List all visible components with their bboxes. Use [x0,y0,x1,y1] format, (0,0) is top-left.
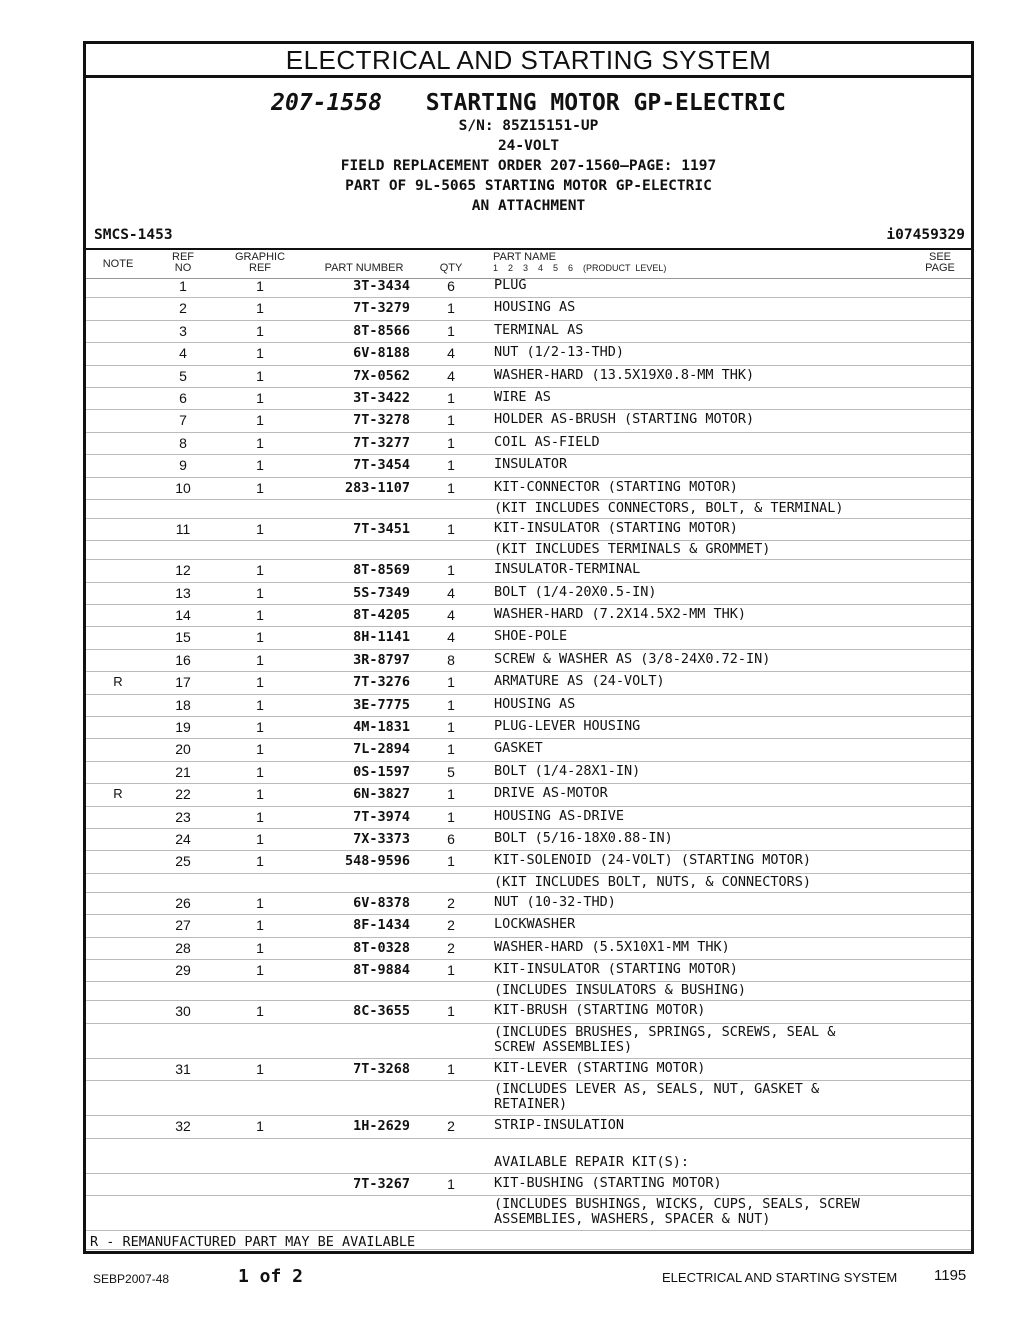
table-row [86,1001,971,1023]
table-row [86,410,971,432]
header-note: NOTE [102,258,134,270]
part-number-cell: 7L-2894 [353,741,410,758]
part-name-cell: (INCLUDES LEVER AS, SEALS, NUT, GASKET & RETAINER) [494,1081,820,1113]
graphic-ref-cell: 1 [256,562,264,579]
table-row [86,960,971,982]
part-of: PART OF 9L-5065 STARTING MOTOR GP-ELECTRIC [345,178,712,194]
table-row [86,829,971,851]
qty-cell: 2 [447,939,455,956]
qty-cell: 1 [447,786,455,803]
table-row [86,893,971,915]
part-number-cell: 8T-4205 [353,607,410,624]
ref-no-cell: 11 [175,520,191,537]
graphic-ref-cell: 1 [256,917,264,934]
group-name: STARTING MOTOR GP-ELECTRIC [425,90,786,116]
header-part-name: PART NAME [493,251,556,263]
part-name-cell: (KIT INCLUDES TERMINALS & GROMMET) [494,541,771,558]
graphic-ref-cell: 1 [256,696,264,713]
parts-table-body [86,276,971,1250]
table-row [86,605,971,627]
header-ref-top: REF [172,251,194,263]
part-name-cell: (KIT INCLUDES BOLT, NUTS, & CONNECTORS) [494,873,811,890]
part-name-cell: HOUSING AS-DRIVE [494,807,625,824]
qty-cell: 1 [447,520,455,537]
table-row [86,583,971,605]
part-number-cell: 548-9596 [344,853,410,870]
qty-cell: 4 [447,584,455,601]
part-name-cell: (KIT INCLUDES CONNECTORS, BOLT, & TERMINAL) [494,499,844,516]
table-row [86,366,971,388]
part-number-cell: 7T-3279 [353,300,410,317]
graphic-ref-cell: 1 [256,763,264,780]
field-replacement-order: FIELD REPLACEMENT ORDER 207-1560—PAGE: 1197 [340,158,717,174]
part-number-cell: 6N-3827 [353,786,410,803]
table-row [86,739,971,761]
qty-cell: 1 [447,696,455,713]
ref-no-cell: 4 [179,345,187,362]
page-number: 1195 [934,1267,967,1284]
graphic-ref-cell: 1 [256,786,264,803]
group-number: 207-1558 [271,90,382,116]
graphic-ref-cell: 1 [256,741,264,758]
table-header [86,248,971,279]
part-number-cell: 4M-1831 [353,719,410,736]
part-number-cell: 8T-8569 [353,562,410,579]
part-number-cell: 0S-1597 [353,763,410,780]
graphic-ref-cell: 1 [256,367,264,384]
part-number-cell: 7T-3974 [353,808,410,825]
part-number-cell: 6V-8188 [353,345,410,362]
graphic-ref-cell: 1 [256,434,264,451]
graphic-ref-cell: 1 [256,939,264,956]
part-name-cell: KIT-INSULATOR (STARTING MOTOR) [494,960,738,977]
table-row [86,519,971,541]
table-row [86,938,971,960]
ref-no-cell: 3 [179,322,187,339]
ref-no-cell: 23 [175,808,191,825]
table-row-continuation [86,1081,971,1116]
part-number-cell: 8H-1141 [353,629,410,646]
qty-cell: 1 [447,300,455,317]
footer-section: ELECTRICAL AND STARTING SYSTEM [662,1270,898,1285]
qty-cell: 1 [447,479,455,496]
part-name-cell: HOUSING AS [494,695,576,712]
ref-no-cell: 18 [175,696,191,713]
table-row [86,762,971,784]
part-number-cell: 3E-7775 [353,696,410,713]
graphic-ref-cell: 1 [256,1003,264,1020]
table-row [86,627,971,649]
attachment-note: AN ATTACHMENT [471,198,586,214]
table-row [86,478,971,500]
graphic-ref-cell: 1 [256,808,264,825]
part-name-cell: KIT-BRUSH (STARTING MOTOR) [494,1002,706,1019]
table-row [86,784,971,806]
header-graphic-top: GRAPHIC [234,251,286,263]
table-row [86,298,971,320]
qty-cell: 1 [447,808,455,825]
part-name-cell: STRIP-INSULATION [494,1117,625,1134]
part-name-cell: PLUG [494,277,527,293]
part-name-cell: WASHER-HARD (5.5X10X1-MM THK) [494,938,730,955]
ref-no-cell: 5 [179,367,187,384]
ref-no-cell: 20 [175,741,191,758]
part-name-cell: BOLT (1/4-28X1-IN) [494,762,641,779]
part-name-cell: GASKET [494,740,543,757]
voltage: 24-VOLT [497,138,560,154]
illustration-id: i07459329 [886,227,965,243]
graphic-ref-cell: 1 [256,278,264,294]
header-qty: QTY [439,262,463,274]
part-number-cell: 7T-3268 [353,1060,410,1077]
part-name-cell: (INCLUDES BRUSHES, SPRINGS, SCREWS, SEAL & SCREW ASSEMBLIES) [494,1023,836,1055]
table-row [86,851,971,873]
ref-no-cell: 16 [175,651,191,668]
ref-no-cell: 29 [175,961,191,978]
part-name-cell: BOLT (5/16-18X0.88-IN) [494,829,673,846]
graphic-ref-cell: 1 [256,629,264,646]
ref-no-cell: 2 [179,300,187,317]
graphic-ref-cell: 1 [256,479,264,496]
ref-no-cell: 24 [175,830,191,847]
qty-cell: 1 [447,741,455,758]
table-row [86,276,971,298]
part-name-cell: KIT-CONNECTOR (STARTING MOTOR) [494,478,738,495]
footnote: R - REMANUFACTURED PART MAY BE AVAILABLE [86,1231,971,1250]
part-name-cell: BOLT (1/4-20X0.5-IN) [494,583,657,600]
ref-no-cell: 25 [175,853,191,870]
graphic-ref-cell: 1 [256,412,264,429]
ref-no-cell: 12 [175,562,191,579]
smcs-row [86,224,971,246]
part-name-cell: KIT-LEVER (STARTING MOTOR) [494,1059,706,1076]
graphic-ref-cell: 1 [256,1118,264,1135]
group-title [86,90,971,116]
header-part-number: PART NUMBER [324,262,404,274]
ref-no-cell: 26 [175,894,191,911]
graphic-ref-cell: 1 [256,1060,264,1077]
qty-cell: 1 [447,322,455,339]
graphic-ref-cell: 1 [256,584,264,601]
table-row-continuation [86,982,971,1001]
part-name-cell: DRIVE AS-MOTOR [494,785,608,802]
ref-no-cell: 28 [175,939,191,956]
graphic-ref-cell: 1 [256,894,264,911]
ref-no-cell: 22 [175,786,191,803]
part-number-cell: 7T-3277 [353,434,410,451]
graphic-ref-cell: 1 [256,389,264,406]
table-row [86,321,971,343]
table-row [86,650,971,672]
part-name-cell: (INCLUDES BUSHINGS, WICKS, CUPS, SEALS, SCREW ASSEMBLIES, WASHERS, SPACER & NUT) [494,1195,860,1227]
part-name-cell: HOUSING AS [494,299,576,316]
part-number-cell: 3T-3434 [353,278,410,294]
qty-cell: 4 [447,607,455,624]
table-row [86,717,971,739]
part-name-cell: WASHER-HARD (7.2X14.5X2-MM THK) [494,606,746,623]
graphic-ref-cell: 1 [256,607,264,624]
qty-cell: 1 [447,853,455,870]
ref-no-cell: 30 [175,1003,191,1020]
part-number-cell: 7T-3451 [353,520,410,537]
graphic-ref-cell: 1 [256,719,264,736]
part-number-cell: 3T-3422 [353,389,410,406]
qty-cell: 1 [447,434,455,451]
qty-cell: 1 [447,961,455,978]
table-row [86,672,971,694]
table-row [86,1116,971,1138]
qty-cell: 6 [447,278,455,294]
part-name-cell: NUT (1/2-13-THD) [494,344,625,361]
part-number-cell: 7T-3454 [353,457,410,474]
table-row-continuation [86,1196,971,1231]
qty-cell: 1 [447,1003,455,1020]
qty-cell: 1 [447,1060,455,1077]
note-cell: R [113,674,123,690]
part-number-cell: 6V-8378 [353,894,410,911]
part-name-cell: TERMINAL AS [494,321,584,338]
serial-number: S/N: 85Z15151-UP [458,118,599,134]
part-name-cell: NUT (10-32-THD) [494,893,616,910]
part-number-cell: 1H-2629 [353,1118,410,1135]
qty-cell: 1 [447,562,455,579]
part-number-cell: 8T-0328 [353,939,410,956]
table-row [86,388,971,410]
qty-cell: 1 [447,389,455,406]
qty-cell: 8 [447,651,455,668]
table-row-continuation [86,500,971,519]
part-number-cell: 7T-3276 [353,674,410,691]
ref-no-cell: 31 [175,1060,191,1077]
table-row [86,1059,971,1081]
header-see-top: SEE [928,251,951,263]
part-number-cell: 7X-3373 [353,830,410,847]
graphic-ref-cell: 1 [256,830,264,847]
table-row-continuation [86,874,971,893]
group-header [86,90,971,216]
part-name-cell: LOCKWASHER [494,916,576,933]
part-number-cell: 7T-3278 [353,412,410,429]
qty-cell: 1 [447,457,455,474]
part-name-cell: INSULATOR [494,456,568,473]
ref-no-cell: 27 [175,917,191,934]
ref-no-cell: 19 [175,719,191,736]
header-graphic-bottom: REF [249,262,271,274]
part-name-cell: WIRE AS [494,388,551,405]
header-ref-bottom: NO [174,262,192,274]
part-name-cell: KIT-BUSHING (STARTING MOTOR) [494,1174,722,1191]
graphic-ref-cell: 1 [256,300,264,317]
ref-no-cell: 17 [175,674,191,691]
note-cell: R [113,786,123,802]
qty-cell: 1 [447,674,455,691]
qty-cell: 4 [447,629,455,646]
ref-no-cell: 15 [175,629,191,646]
parts-page-frame [83,41,974,1254]
part-number-cell: 8T-9884 [353,961,410,978]
smcs-code: SMCS-1453 [94,227,173,243]
qty-cell: 1 [447,412,455,429]
table-row [86,433,971,455]
table-row [86,807,971,829]
ref-no-cell: 1 [179,278,187,294]
ref-no-cell: 10 [175,479,191,496]
part-name-cell: HOLDER AS-BRUSH (STARTING MOTOR) [494,411,755,428]
qty-cell: 1 [447,719,455,736]
part-name-cell: COIL AS-FIELD [494,433,600,450]
part-name-cell: KIT-SOLENOID (24-VOLT) (STARTING MOTOR) [494,852,811,869]
part-name-cell: ARMATURE AS (24-VOLT) [494,673,665,690]
graphic-ref-cell: 1 [256,651,264,668]
part-name-cell: SCREW & WASHER AS (3/8-24X0.72-IN) [494,650,771,667]
qty-cell: 6 [447,830,455,847]
table-row-continuation [86,1139,971,1174]
document-id: SEBP2007-48 [93,1272,170,1286]
table-row [86,695,971,717]
part-name-cell: (INCLUDES INSULATORS & BUSHING) [494,982,746,999]
table-row-continuation [86,541,971,560]
graphic-ref-cell: 1 [256,674,264,691]
ref-no-cell: 32 [175,1118,191,1135]
header-see-bottom: PAGE [925,262,955,274]
part-number-cell: 283-1107 [344,479,410,496]
qty-cell: 4 [447,367,455,384]
page-of: 1 of 2 [238,1266,304,1287]
ref-no-cell: 13 [175,584,191,601]
qty-cell: 2 [447,894,455,911]
part-number-cell: 8C-3655 [353,1003,410,1020]
qty-cell: 1 [447,1175,455,1192]
ref-no-cell: 6 [179,389,187,406]
table-row [86,1174,971,1196]
part-name-cell: AVAILABLE REPAIR KIT(S): [494,1153,690,1170]
header-product-level: 1 2 3 4 5 6 (PRODUCT LEVEL) [493,263,667,273]
part-number-cell: 8T-8566 [353,322,410,339]
part-name-cell: INSULATOR-TERMINAL [494,561,641,578]
table-row [86,915,971,937]
part-number-cell: 5S-7349 [353,584,410,601]
graphic-ref-cell: 1 [256,345,264,362]
ref-no-cell: 7 [179,412,187,429]
page-footer [0,1262,1020,1292]
graphic-ref-cell: 1 [256,520,264,537]
part-number-cell: 7T-3267 [353,1175,410,1192]
part-name-cell: SHOE-POLE [494,628,568,645]
ref-no-cell: 14 [175,607,191,624]
part-number-cell: 8F-1434 [353,917,410,934]
table-row [86,343,971,365]
qty-cell: 2 [447,1118,455,1135]
section-title: ELECTRICAL AND STARTING SYSTEM [86,44,971,78]
ref-no-cell: 9 [179,457,187,474]
part-name-cell: WASHER-HARD (13.5X19X0.8-MM THK) [494,366,755,383]
ref-no-cell: 21 [175,763,191,780]
table-row [86,560,971,582]
qty-cell: 4 [447,345,455,362]
ref-no-cell: 8 [179,434,187,451]
graphic-ref-cell: 1 [256,961,264,978]
part-name-cell: KIT-INSULATOR (STARTING MOTOR) [494,519,738,536]
table-row-continuation [86,1024,971,1059]
graphic-ref-cell: 1 [256,457,264,474]
part-number-cell: 7X-0562 [353,367,410,384]
qty-cell: 2 [447,917,455,934]
part-number-cell: 3R-8797 [353,651,410,668]
graphic-ref-cell: 1 [256,322,264,339]
part-name-cell: PLUG-LEVER HOUSING [494,718,641,735]
qty-cell: 5 [447,763,455,780]
table-row [86,455,971,477]
graphic-ref-cell: 1 [256,853,264,870]
